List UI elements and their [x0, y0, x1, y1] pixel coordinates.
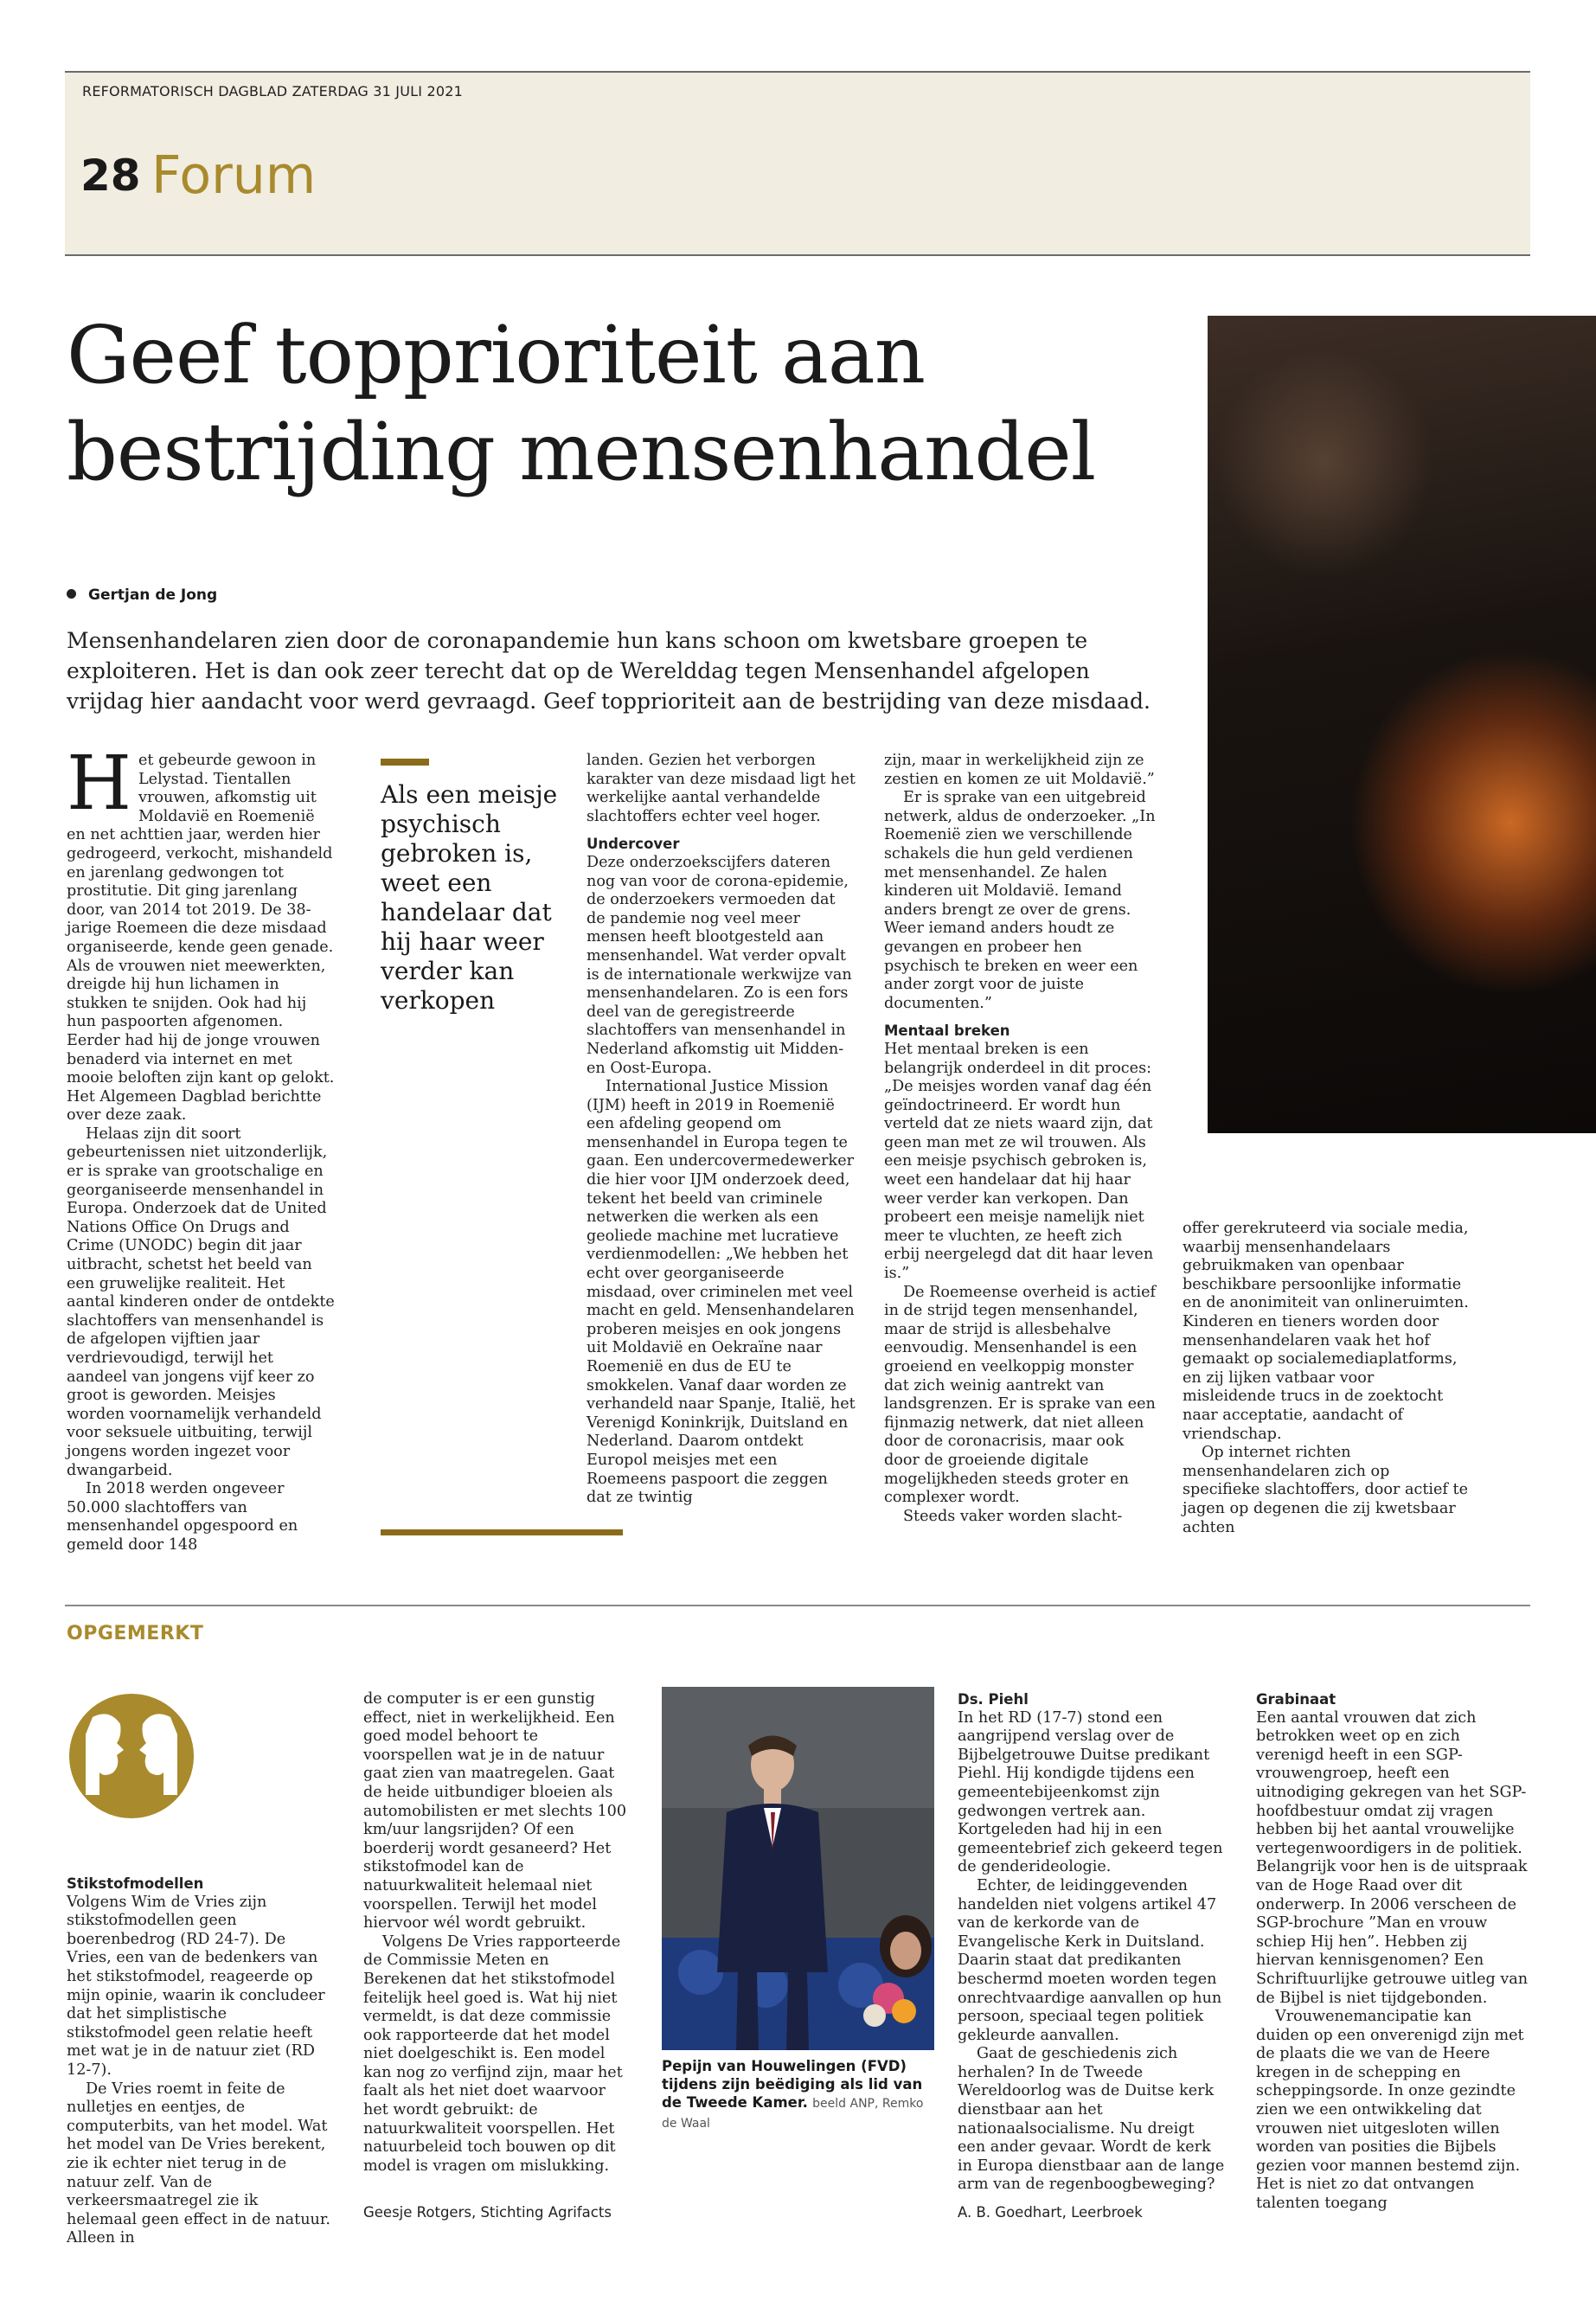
letter-stikstof-part-2	[363, 1690, 631, 2176]
letter-grabinaat	[1256, 1690, 1529, 2214]
section-divider	[65, 1605, 1530, 1606]
article-intro: Mensenhandelaren zien door de coronapandemie hun kans schoon om kwetsbare groepen te exploiteren. Het is dan ook zeer terecht dat op de Werelddag tegen Mensenhandel afgelopen vrijdag hier aandacht voor werd gevraagd. Geef topprioriteit aan de bestrijding van deze misdaad.	[67, 628, 1151, 714]
bullet-icon	[67, 589, 76, 599]
photo-caption	[662, 2057, 939, 2133]
paragraph: In het RD (17-7) stond een aangrijpend verslag over de Bijbelgetrouwe Duitse predikant Piehl. Hij kondigde tijdens een gemeentebijeenkomst zijn gedwongen vertrek aan. Kortgeleden had hij in een gemeentebrief zich gekeerd tegen de genderideologie.	[958, 1708, 1223, 1876]
page-number: 28	[80, 151, 141, 201]
pull-quote: Als een meisje psychisch gebroken is, weet een handelaar dat hij haar weer verder kan verkopen	[381, 780, 558, 1015]
paragraph: International Justice Mission (IJM) heeft in 2019 in Roemenië een afdeling geopend om mensenhandel in Europa tegen te gaan. Een undercovermedewerker die hier voor IJM onderzoek deed, tekent het beeld van criminele netwerken die werken als een geoliede machine met lucratieve verdienmodellen: „We hebben het echt over georganiseerde misdaad, over criminelen met veel macht en geld. Mensenhandelaren proberen meisjes en ook jongens uit Moldavië en Oekraïne naar Roemenië en dus de EU te smokkelen. Vanaf daar worden ze verhandeld naar Spanje, Italië, het Verenigd Koninkrijk, Duitsland en Nederland. Daarom ontdekt Europol meisjes met een Roemeens paspoort die zeggen dat ze twintig	[586, 1078, 856, 1507]
letter-signature: A. B. Goedhart, Leerbroek	[958, 2204, 1143, 2221]
article-column-1	[67, 740, 335, 1555]
paragraph: Er is sprake van een uitgebreid netwerk, aldus de onderzoeker. „In Roemenië zien we verschillende schakels die hun geld verdienen met mensenhandel. Ze halen kinderen uit Moldavië. Iemand anders brengt ze over de grens. Weer iemand anders houdt ze gevangen en probeer hen psychisch te breken en weer een ander zorgt voor de juiste documenten.”	[884, 789, 1156, 1012]
photo-credit: beeld ANP, Remko de Waal	[662, 2097, 924, 2131]
paragraph: Echter, de leidinggevenden handelden niet volgens artikel 47 van de kerkorde van de Evangelische Kerk in Duitsland. Daarin staat dat predikanten beschermd moeten worden tegen onrechtvaardige aanvallen op hun persoon, speciaal tegen politiek gekleurde aanvallen.	[958, 1876, 1222, 2044]
paragraph: de computer is er een gunstig effect, niet in werkelijkheid. Een goed model behoort te voorspellen wat je in de natuur gaat zien van maatregelen. Gaat de heide uitbundiger bloeien als automobilisten er met slechts 100 km/uur langsrijden? Of een boerderij wordt gesaneerd? Het stikstofmodel kan de natuurkwaliteit helemaal niet voorspellen. Terwijl het model hiervoor wél wordt gebruikt.	[363, 1690, 627, 1932]
paragraph: Een aantal vrouwen dat zich betrokken weet op en zich verenigd heeft in een SGP-vrouwengroep, heeft een uitnodiging gekregen van het SGP-hoofdbestuur omdat zij vragen hebben bij het aantal vrouwelijke vertegenwoordigers in de politiek. Belangrijk voor hen is de uitspraak van de Hoge Raad over dit onderwerp. In 2006 verscheen de SGP-brochure ”Man en vrouw schiep Hij hen”. Hebben zij hiervan kennisgenomen? Een Schriftuurlijke getrouwe uitleg van de Bijbel is niet tijdgebonden.	[1256, 1708, 1529, 2007]
article-column-3	[586, 752, 856, 1508]
paragraph: Volgens De Vries rapporteerde de Commissie Meten en Berekenen dat het stikstofmodel feitelijk heel goed is. Wat hij niet vermeldt, is dat deze commissie ook rapporteerde dat het model niet doelgeschikt is. Een model kan nog zo verfijnd zijn, maar het faalt als het niet doet waarvoor het wordt gebruikt: de natuurkwaliteit voorspellen. Het natuurbeleid toch bouwen op dit model is vragen om mislukking.	[363, 1932, 623, 2175]
letter-stikstof-part-1	[67, 1875, 330, 2248]
paragraph: Gaat de geschiedenis zich herhalen? In de Tweede Wereldoorlog was de Duitse kerk dienstbaar aan het nationaalsocialisme. Nu dreigt een ander gevaar. Wordt de kerk in Europa dienstbaar aan de lange arm van de regenboogbeweging?	[958, 2045, 1225, 2194]
article-column-4	[884, 752, 1159, 1526]
paragraph: In 2018 werden ongeveer 50.000 slachtoffers van mensenhandel opgespoord en gemeld door 148	[67, 1480, 298, 1554]
subheading: Mentaal breken	[884, 1022, 1010, 1040]
byline	[67, 586, 217, 604]
opgemerkt-label: OPGEMERKT	[67, 1623, 204, 1644]
section-title: Forum	[151, 145, 317, 206]
letter-title: Ds. Piehl	[958, 1691, 1029, 1708]
article-photo	[1208, 316, 1596, 1133]
headline-line-2: bestrijding mensenhandel	[67, 406, 1096, 498]
paragraph: Op internet richten mensenhandelaren zich op specifieke slachtoffers, door actief te jagen op degenen die zij kwetsbaar achten	[1183, 1444, 1469, 1536]
paragraph: De Vries roemt in feite de nulletjes en eentjes, de computerbits, van het model. Wat het model van De Vries berekent, zie ik echter niet terug in de natuur zelf. Van de verkeersmaatregel zie ik helemaal geen effect in de natuur. Alleen in	[67, 2080, 330, 2247]
paper-dateline: REFORMATORISCH DAGBLAD ZATERDAG 31 JULI 2021	[82, 83, 463, 99]
drop-cap: H	[67, 740, 131, 827]
paragraph: Steeds vaker worden slacht-	[903, 1507, 1123, 1525]
quote-rule-bottom	[381, 1529, 623, 1535]
letter-title: Stikstofmodellen	[67, 1875, 204, 1892]
author-name: Gertjan de Jong	[88, 586, 218, 604]
subheading: Undercover	[586, 836, 680, 853]
article-headline	[67, 307, 1191, 501]
paragraph: zijn, maar in werkelijkheid zijn ze zestien en komen ze uit Moldavië.”	[884, 752, 1155, 788]
paragraph: Volgens Wim de Vries zijn stikstofmodellen geen boerenbedrog (RD 24-7). De Vries, een van de bedenkers van het stikstofmodel, reageerde op mijn opinie, waarin ik concludeer dat het simplistische stikstofmodel geen relatie heeft met wat je in de natuur ziet (RD 12-7).	[67, 1893, 325, 2079]
paragraph: Deze onderzoekscijfers dateren nog van voor de corona-epidemie, de onderzoekers vermoeden dat de pandemie nog veel meer mensen heeft blootgesteld aan mensenhandel. Wat verder opvalt is de internationale werkwijze van mensenhandelaren. Zo is een fors deel van de geregistreerde slachtoffers van mensenhandel in Nederland afkomstig uit Midden- en Oost-Europa.	[586, 853, 852, 1077]
headline-line-1: Geef topprioriteit aan	[67, 309, 926, 401]
news-photo	[662, 1687, 934, 2050]
article-column-5	[1183, 1220, 1470, 1537]
letter-signature: Geesje Rotgers, Stichting Agrifacts	[363, 2204, 612, 2221]
paragraph: offer gerekruteerd via sociale media, waarbij mensenhandelaars gebruikmaken van openbaar beschikbare persoonlijke informatie en de anonimiteit van onlineruimten. Kinderen en tieners worden door mensenhandelaren vaak het hof gemaakt op socialemediaplatforms, en zij lijken vatbaar voor misleidende trucs in de zoektocht naar acceptatie, aandacht of vriendschap.	[1183, 1220, 1469, 1443]
paragraph: Helaas zijn dit soort gebeurtenissen niet uitzonderlijk, er is sprake van grootschalige en georganiseerde mensenhandel in Europa. Onderzoek dat de United Nations Office On Drugs and Crime (UNODC) begin dit jaar uitbracht, schetst het beeld van een gruwelijke realiteit. Het aantal kinderen onder de ontdekte slachtoffers van mensenhandel is de afgelopen vijftien jaar verdrievoudigd, terwijl het aandeel van jongens vijf keer zo groot is geworden. Meisjes worden voornamelijk verhandeld voor seksuele uitbuiting, terwijl jongens worden ingezet voor dwangarbeid.	[67, 1125, 335, 1479]
paragraph: landen. Gezien het verborgen karakter van deze misdaad ligt het werkelijke aantal verhandelde slachtoffers echter veel hoger.	[586, 752, 856, 825]
paragraph: Het mentaal breken is een belangrijk onderdeel in dit proces: „De meisjes worden vanaf dag één geïndoctrineerd. Er wordt hun verteld dat ze niets waard zijn, dat geen man met ze wil trouwen. Als een meisje psychisch gebroken is, weet een handelaar dat hij haar weer verder kan verkopen. Dan probeert een meisje namelijk niet meer te vluchten, ze heeft zich erbij neergelegd dat dit haar leven is.”	[884, 1040, 1154, 1283]
letter-title: Grabinaat	[1256, 1691, 1336, 1708]
caption-text: Pepijn van Houwelingen (FVD) tijdens zijn beëdiging als lid van de Tweede Kamer.	[662, 2058, 923, 2111]
page-header	[65, 71, 1530, 256]
letter-piehl	[958, 1690, 1226, 2195]
paragraph: Het gebeurde gewoon in Lelystad. Tientallen vrouwen, afkomstig uit Moldavië en Roemenië en net achttien jaar, werden hier gedrogeerd, verkocht, mishandeld en jarenlang gedwongen tot prostitutie. Dit ging jarenlang door, van 2014 tot 2019. De 38-jarige Roemeen die deze misdaad organiseerde, kende geen genade. Als de vrouwen niet meewerkten, dreigde hij hun lichamen in stukken te snijden. Ook had hij hun paspoorten afgenomen. Eerder had hij de jonge vrouwen benaderd via internet en met mooie beloften zijn kant op gelokt. Het Algemeen Dagblad berichtte over deze zaak.	[67, 740, 335, 1125]
paragraph: De Roemeense overheid is actief in de strijd tegen mensenhandel, maar de strijd is allesbehalve eenvoudig. Mensenhandel is een groeiend en veelkoppig monster dat zich weinig aantrekt van landsgrenzen. Er is sprake van een fijnmazig netwerk, dat niet alleen door de coronacrisis, maar ook door de groeiende digitale mogelijkheden steeds groter en complexer wordt.	[884, 1283, 1157, 1507]
quote-rule-top	[381, 759, 429, 766]
paragraph: Vrouwenemancipatie kan duiden op een onverenigd zijn met de plaats die we van de Heere kregen in de schepping en scheppingsorde. In onze gezindte zien we een ontwikkeling dat vrouwen niet uitgesloten willen worden van posities die Bijbels gezien voor mannen bestemd zijn. Het is niet zo dat ontvangen talenten toegang	[1256, 2008, 1524, 2213]
speech-faces-icon	[67, 1682, 196, 1830]
